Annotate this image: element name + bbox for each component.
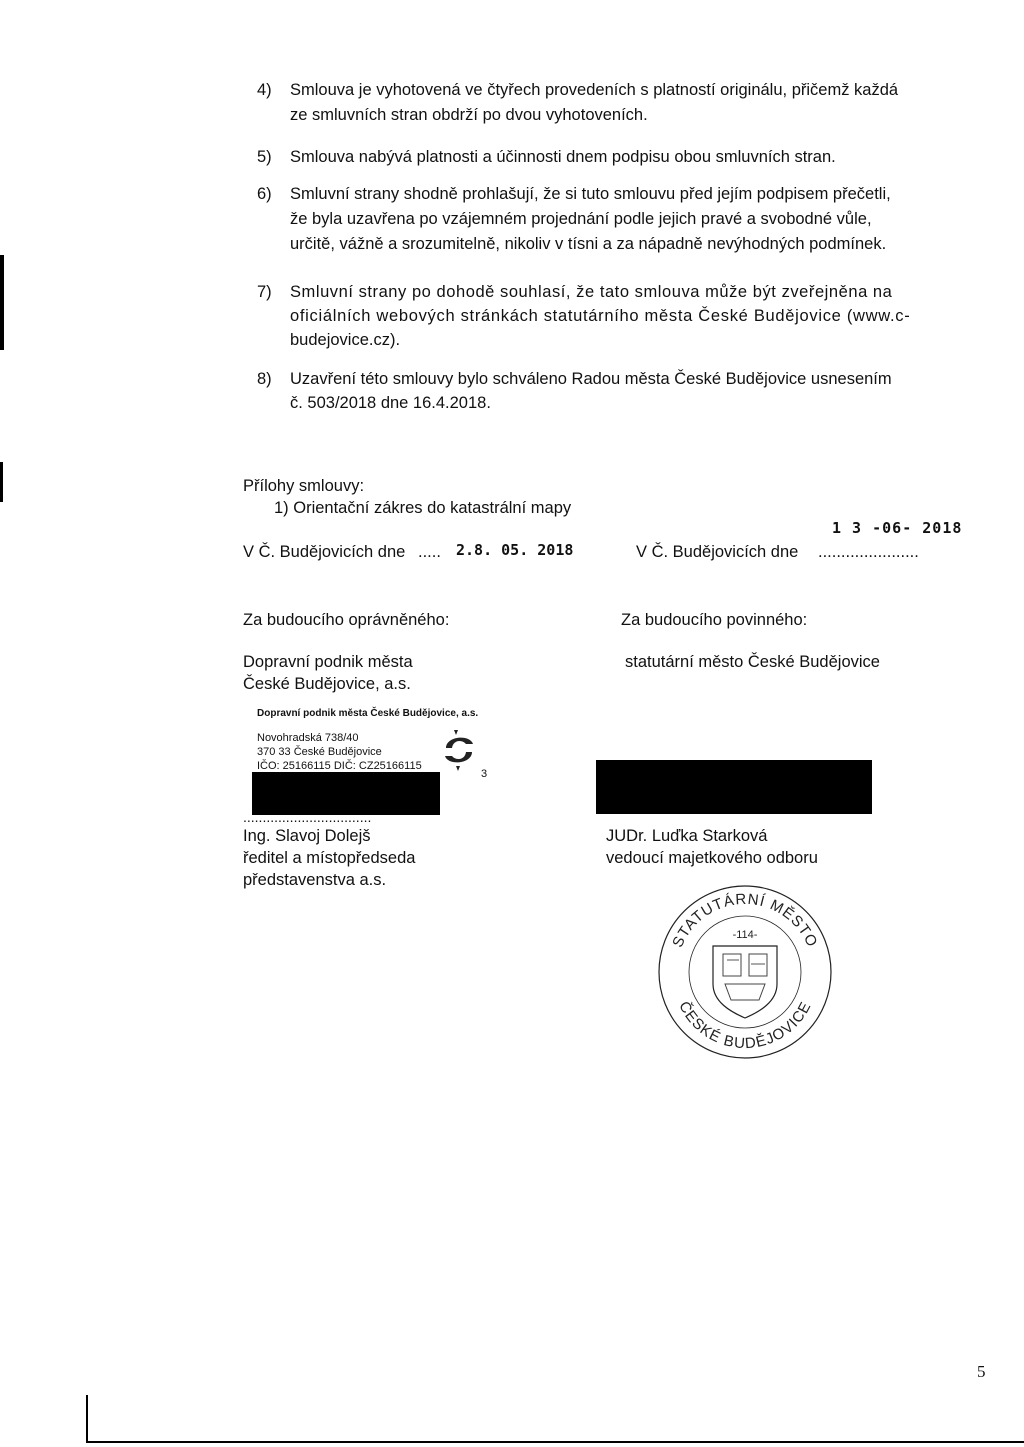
company-stamp-digit: 3	[481, 768, 488, 780]
bottom-scan-line	[86, 1441, 1024, 1443]
page-number: 5	[977, 1362, 986, 1381]
left-signature-dots: .................................	[243, 809, 372, 825]
clause-7-line-2: oficiálních webových stránkách statutárního města České Budějovice (www.c-	[290, 307, 911, 325]
clause-5-line-1: Smlouva nabývá platnosti a účinnosti dnem podpisu obou smluvních stran.	[290, 148, 836, 166]
company-stamp-line-4: IČO: 25166115 DIČ: CZ25166115	[257, 760, 422, 772]
attachment-item-1: 1) Orientační zákres do katastrální mapy	[274, 499, 572, 517]
clause-4-number: 4)	[257, 81, 272, 99]
bottom-vertical-mark	[86, 1395, 88, 1443]
clause-6-line-3: určitě, vážně a srozumitelně, nikoliv v tísni a za nápadně nevýhodných podmínek.	[290, 235, 887, 253]
attachments-heading: Přílohy smlouvy:	[243, 477, 365, 495]
left-company-line-2: České Budějovice, a.s.	[243, 675, 411, 693]
left-place-date-label: V Č. Budějovicích dne	[243, 543, 406, 561]
left-role: Za budoucího oprávněného:	[243, 611, 450, 629]
right-signature-redaction	[596, 760, 872, 814]
company-stamp-line-2: Novohradská 738/40	[257, 732, 359, 744]
right-signer-title: vedoucí majetkového odboru	[606, 849, 818, 867]
clause-4-line-2: ze smluvních stran obdrží po dvou vyhotoveních.	[290, 106, 648, 124]
left-edge-mark-2	[0, 462, 3, 502]
right-date-dots: ......................	[818, 543, 919, 561]
clause-7-number: 7)	[257, 283, 272, 301]
company-logo-icon	[440, 728, 478, 772]
right-handwritten-date: 1 3 -06- 2018	[832, 519, 963, 537]
left-signer-title-2: představenstva a.s.	[243, 871, 387, 889]
seal-number: -114-	[732, 929, 758, 941]
clause-7-line-3: budejovice.cz).	[290, 331, 401, 349]
clause-7-line-1: Smluvní strany po dohodě souhlasí, že tato smlouva může být zveřejněna na	[290, 283, 893, 301]
clause-8-line-1: Uzavření této smlouvy bylo schváleno Radou města České Budějovice usnesením	[290, 370, 892, 388]
clause-8-number: 8)	[257, 370, 272, 388]
clause-8-line-2: č. 503/2018 dne 16.4.2018.	[290, 394, 491, 412]
city-seal	[655, 880, 835, 1060]
clause-5-number: 5)	[257, 148, 272, 166]
left-signer-title-1: ředitel a místopředseda	[243, 849, 416, 867]
clause-6-number: 6)	[257, 185, 272, 203]
left-company-line-1: Dopravní podnik města	[243, 653, 413, 671]
right-signer-name: JUDr. Luďka Starková	[606, 827, 768, 845]
right-role: Za budoucího povinného:	[621, 611, 808, 629]
left-signer-name: Ing. Slavoj Dolejš	[243, 827, 371, 845]
seal-bottom-text: ČESKÉ BUDĚJOVICE	[675, 998, 815, 1053]
clause-4-line-1: Smlouva je vyhotovená ve čtyřech provedeních s platností originálu, přičemž každá	[290, 81, 899, 99]
company-stamp-line-1: Dopravní podnik města České Budějovice, a.s.	[257, 708, 479, 719]
seal-top-text: STATUTÁRNÍ MĚSTO	[669, 890, 821, 951]
company-stamp-line-3: 370 33 České Budějovice	[257, 746, 382, 758]
left-date-dots: .....	[418, 543, 441, 561]
clause-6-line-1: Smluvní strany shodně prohlašují, že si tuto smlouvu před jejím podpisem přečetli,	[290, 185, 891, 203]
left-handwritten-date: 2.8. 05. 2018	[456, 541, 574, 559]
clause-6-line-2: že byla uzavřena po vzájemném projednání podle jejich pravé a svobodné vůle,	[290, 210, 872, 228]
left-edge-mark	[0, 255, 4, 350]
right-place-date-label: V Č. Budějovicích dne	[636, 543, 799, 561]
right-entity: statutární město České Budějovice	[625, 653, 880, 671]
